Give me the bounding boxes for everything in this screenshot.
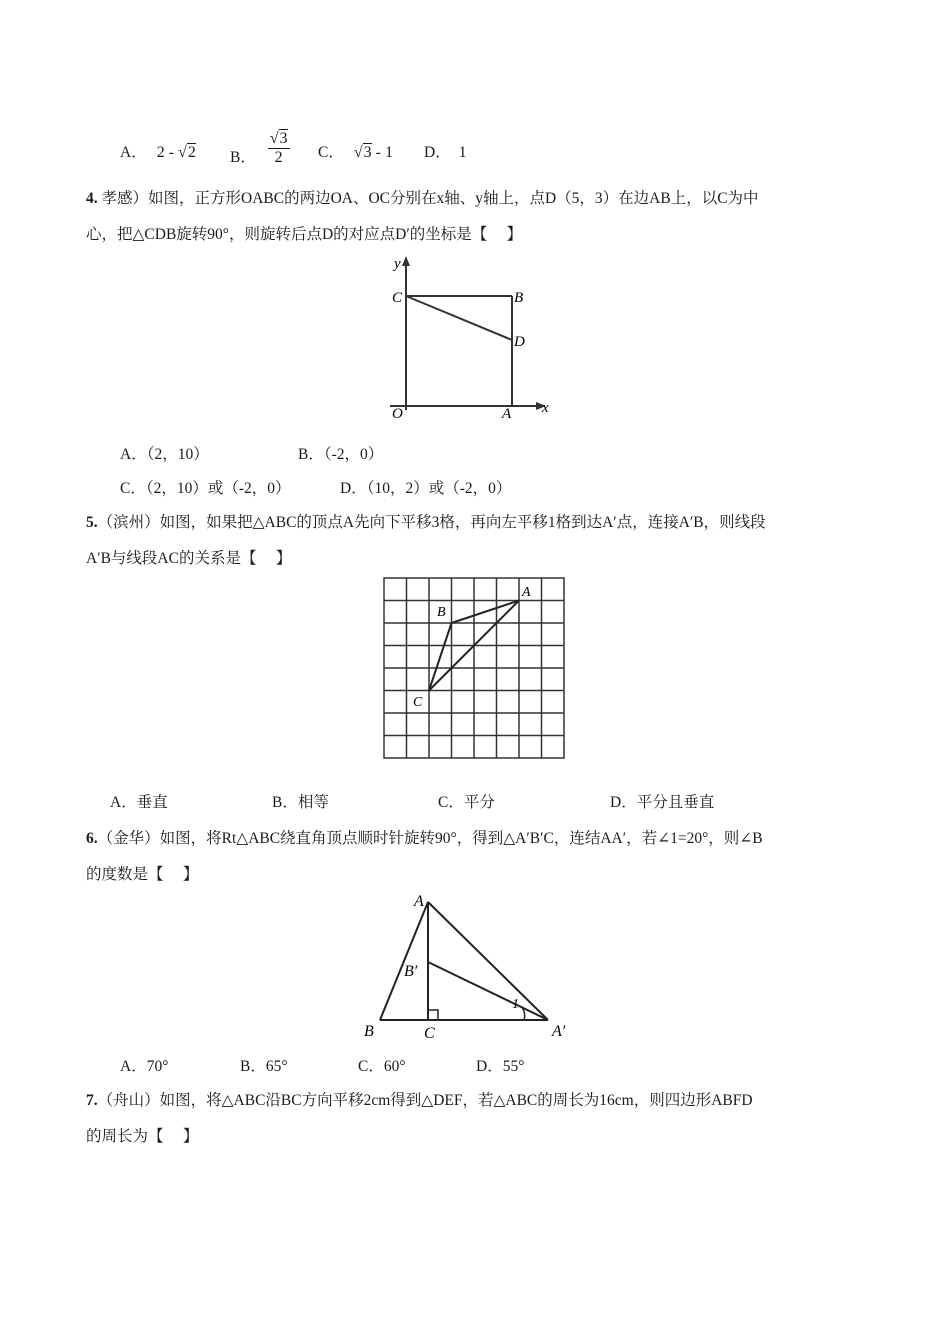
q5-label-b: B [437,605,446,620]
q6-line-2: 的度数是【 】 [86,866,199,883]
q6-segment-b1a1 [428,962,548,1020]
q4-y-arrow-icon [402,256,410,266]
q6-label-b-prime: B′ [404,963,418,980]
q5-number: 5. [86,514,98,531]
q4-label-x: x [542,400,549,416]
q4-label-d: D [514,334,525,350]
q4-option-c: C．（2，10）或（-2，0） [120,480,291,497]
q4-number: 4. [86,190,98,207]
q4-label-y: y [394,256,401,272]
q4-segment-cd [406,296,512,340]
q7-number: 7. [86,1092,98,1109]
q6-label-a-prime: A′ [552,1023,566,1040]
q5-option-d: D．平分且垂直 [610,794,715,811]
q6-option-c: C．60° [358,1058,406,1075]
q4-line-2: 心，把△CDB旋转90°，则旋转后点D的对应点D′的坐标是【 】 [86,226,523,243]
q6-segment-aa1 [428,902,548,1020]
q4-option-d: D．（10，2）或（-2，0） [340,480,512,497]
q4-figure [380,252,560,424]
q6-figure [358,890,588,1042]
q7-line-1: 7.（舟山）如图，将△ABC沿BC方向平移2cm得到△DEF，若△ABC的周长为16cm，则四边形ABFD [86,1092,753,1109]
q5-figure [380,574,570,764]
q6-label-c: C [424,1025,435,1042]
q5-option-b: B．相等 [272,794,329,811]
q5-grid [384,578,564,758]
q3-option-d: D． 1 [424,144,467,161]
q4-option-a: A．（2，10） [120,446,209,463]
q6-label-a: A [414,893,424,910]
q4-line-1: 4. 孝感）如图，正方形OABC的两边OA、OC分别在x轴、y轴上，点D（5，3）在边AB上，以C为中 [86,190,759,207]
q4-label-o: O [392,406,403,422]
q6-right-angle-mark [428,1010,438,1020]
q3-option-b: B． $\frac{√3}{2}$ [230,130,288,166]
q6-number: 6. [86,830,98,847]
q6-option-d: D．55° [476,1058,525,1075]
q5-label-a: A [522,585,531,600]
q5-label-c: C [413,695,423,710]
q6-option-b: B．65° [240,1058,288,1075]
q5-option-c: C．平分 [438,794,495,811]
q4-label-a: A [502,406,512,422]
q5-line-2: A′B与线段AC的关系是【 】 [86,550,292,567]
q7-line-2: 的周长为【 】 [86,1128,199,1145]
q4-label-b: B [514,290,524,306]
q5-line-1: 5.（滨州）如图，如果把△ABC的顶点A先向下平移3格，再向左平移1格到达A′点，连接A′B，则线段 [86,514,766,531]
q6-line-1: 6.（金华）如图，将Rt△ABC绕直角顶点顺时针旋转90°，得到△A′B′C，连结AA′，若∠1=20°，则∠B [86,830,763,847]
q3-option-c: C． √3 - 1 [318,144,393,161]
q5-option-a: A．垂直 [110,794,168,811]
q4-label-c: C [392,290,403,306]
q4-option-b: B．（-2，0） [298,446,384,463]
q6-option-a: A．70° [120,1058,169,1075]
q6-segment-ab [380,902,428,1020]
q6-label-b: B [364,1023,374,1040]
q6-label-angle-1: 1 [512,997,519,1012]
q3-option-a: A． 2 - √2 [120,144,196,161]
